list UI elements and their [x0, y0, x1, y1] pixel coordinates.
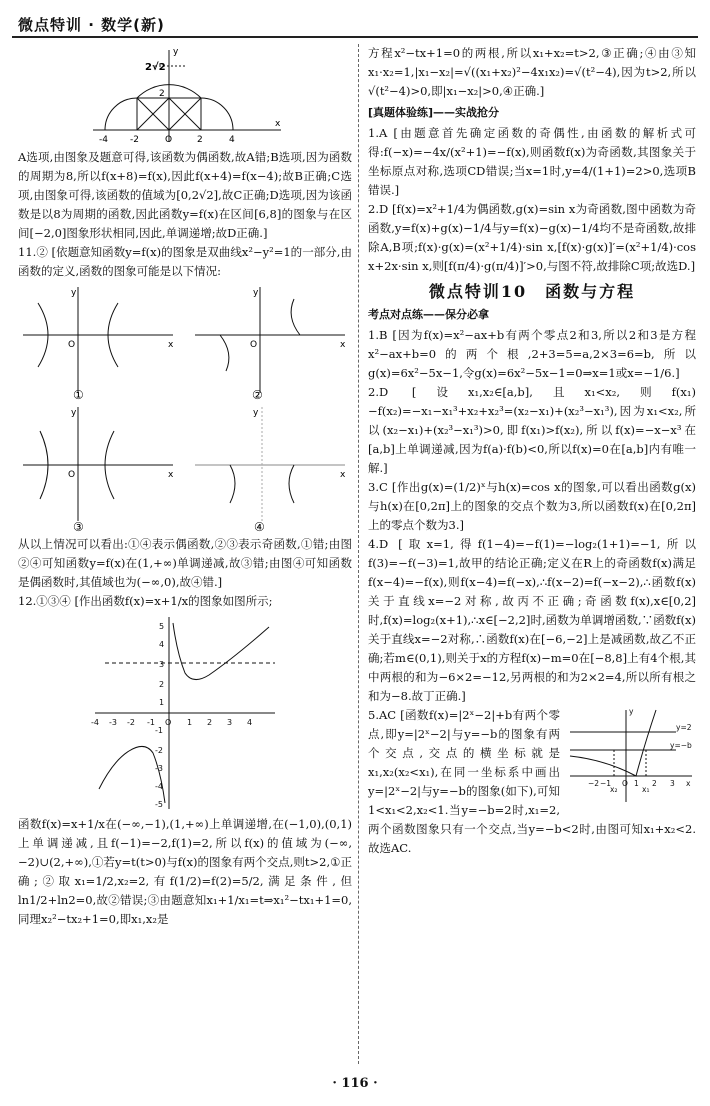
right-r7: 5.AC [函数f(x)=|2ˣ−2|+b有两个零点,即y=|2ˣ−2|与y=−b的图象有两个交点,交点的横坐标就是x₁,x₂(x₂<x₁),在同一坐标系中画出y=|2ˣ−2|与y=−b的图象(如下),可知1<x₁<2,x₂<1.当y=−b=2时,x₁=2,两个函数图象只有一个交点,当y=−b<2时,由图可知x₁+x₂<2.故选AC.: [368, 708, 696, 855]
fig5-x1: x₁: [642, 785, 650, 794]
semicircle-figure: [85, 46, 285, 146]
fig5-x: x: [686, 779, 691, 788]
fig12-x-1: 1: [187, 718, 193, 727]
right-cont: 方程x²−tx+1=0的两根,所以x₁+x₂=t>2,③正确;④由③知x₁·x₂=1,|x₁−x₂|=√((x₁+x₂)²−4x₁x₂)=√(t²−4),因为t>2,所以√(t²−4)>0,即|x₁−x₂|>0,④正确.]: [368, 46, 696, 98]
hyperbola-graphs: [18, 283, 352, 533]
section-zhenti: [真题体验练]——实战抢分: [368, 106, 500, 119]
q12-figure: [85, 613, 285, 813]
fig1-label-o: O: [165, 135, 173, 145]
fig5-neg1: −1: [600, 779, 612, 788]
fig5-y: y: [629, 707, 634, 716]
fig12-y-neg4: -4: [155, 782, 163, 791]
fig12-y-neg5: -5: [155, 800, 163, 809]
fig5-neg2: −2: [588, 779, 600, 788]
fig12-y-1: 1: [159, 698, 165, 707]
graph-2-o: O: [250, 340, 258, 350]
graph-1-y: y: [71, 288, 77, 298]
fig1-label-2sqrt2: 2√2: [145, 62, 166, 73]
graph-4: [190, 403, 350, 533]
left-q12-tail: 函数f(x)=x+1/x在(−∞,−1),(1,+∞)上单调递增,在(−1,0),(0,1)上单调递减,且f(−1)=−2,f(1)=2,所以f(x)的值域为(−∞,−2)∪(2,+∞),①若y=t(t>0)与f(x)的图象有两个交点,则t>2,①正确;②取x₁=1/2,x₂=2,有f(1/2)=f(2)=5/2,满足条件,但ln1/2+ln2=0,故②错误;③由题意知x₁+1/x₁=t⇒x₁²−tx₁+1=0,同理x₂²−tx₂+1=0,即x₁,x₂是: [18, 817, 352, 926]
header-title: 微点特训 · 数学(新): [18, 16, 165, 34]
graph-2-label: ②: [252, 388, 263, 402]
section-kaodian: 考点对点练——保分必拿: [368, 308, 489, 321]
graph-3-label: ③: [73, 520, 84, 533]
graph-1-o: O: [68, 340, 76, 350]
fig1-label-neg4: -4: [99, 135, 108, 145]
fig1-label-y: y: [173, 47, 179, 57]
right-column: [368, 44, 696, 858]
fig12-x-o: O: [165, 718, 172, 727]
fig12-x-neg2: -2: [127, 718, 135, 727]
q5-figure: [566, 706, 696, 806]
left-q11: 11.② [依题意知函数y=f(x)的图象是双曲线x²−y²=1的一部分,由函数的定义,函数的图象可能是以下情况:: [18, 245, 352, 278]
fig12-x-neg4: -4: [91, 718, 99, 727]
fig12-x-neg1: -1: [147, 718, 155, 727]
graph-4-y: y: [253, 408, 259, 418]
fig5-y2: y=2: [676, 723, 692, 732]
graph-1: [18, 283, 178, 403]
fig12-y-5: 5: [159, 622, 165, 631]
graph-3: [18, 403, 178, 533]
fig12-y-2: 2: [159, 680, 165, 689]
fig12-x-4: 4: [247, 718, 253, 727]
graph-1-x: x: [168, 340, 174, 350]
graph-2-y: y: [253, 288, 259, 298]
left-q12: 12.①③④ [作出函数f(x)=x+1/x的图象如图所示;: [18, 594, 273, 608]
fig12-x-3: 3: [227, 718, 233, 727]
fig12-y-neg1: -1: [155, 726, 163, 735]
graph-2-x: x: [340, 340, 346, 350]
right-r6: 4.D [取x=1,得f(1−4)=−f(1)=−log₂(1+1)=−1,所以f(3)=−f(−3)=1,故甲的结论正确;定义在R上的奇函数f(x)满足f(x−4)=−f(x),则f(x−4)=f(−x),∴f(x−2)=f(−x−2),∴函数f(x)关于直线x=−2对称,故丙不正确;奇函数f(x),x∈[0,2]时,f(x)=log₂(x+1),∴x∈[−2,2]时,函数为单调增函数,∵函数f(x)关于直线x=−2对称,∴函数f(x)在[−6,−2]上是减函数,故乙不正确;若m∈(0,1),则关于x的方程f(x)−m=0在[−8,8]上有4个根,其中两根的和为−6×2=−12,另两根的和为2×2=4,所以所有根之和为−8.故丁正确.]: [368, 537, 696, 703]
graph-3-o: O: [68, 470, 76, 480]
right-r2: 2.D [f(x)=x²+1/4为偶函数,g(x)=sin x为奇函数,图中函数为奇函数,y=f(x)+g(x)−1/4与y=f(x)−g(x)−1/4均不是奇函数,故排除A,B项;f(x)·g(x)=(x²+1/4)·sin x,[f(x)·g(x)]′=(x²+1/4)·cos x+2x·sin x,则[f(π/4)·g(π/4)]′>0,与图不符,故排除C项;故选D.]: [368, 202, 696, 273]
fig12-x-2: 2: [207, 718, 213, 727]
fig5-1: 1: [634, 779, 639, 788]
fig12-y-4: 4: [159, 640, 165, 649]
fig1-label-neg2: -2: [130, 135, 139, 145]
chapter-title: 微点特训10 函数与方程: [428, 282, 636, 301]
graph-1-label: ①: [73, 388, 84, 402]
fig1-label-pos4: 4: [229, 135, 235, 145]
left-q11-tail: 从以上情况可以看出:①④表示偶函数,②③表示奇函数,①错;由图②④可知函数y=f(x)在(1,+∞)单调递减,故③错;由图④可知函数是偶函数时,其值域也为(−∞,0),故④错.]: [18, 537, 352, 589]
fig5-x2: x₂: [610, 785, 618, 794]
fig5-ynegb: y=−b: [670, 741, 692, 750]
right-r3: 1.B [因为f(x)=x²−ax+b有两个零点2和3,所以2和3是方程x²−ax+b=0的两个根,2+3=5=a,2×3=6=b,所以g(x)=6x²−5x−1,令g(x)=6x²−5x−1=0⇒x=1或x=−1/6.]: [368, 328, 696, 380]
fig5-o: O: [622, 779, 628, 788]
fig12-y-neg2: -2: [155, 746, 163, 755]
graph-3-x: x: [168, 470, 174, 480]
fig5-3: 3: [670, 779, 675, 788]
page-header: [0, 0, 710, 40]
graph-3-y: y: [71, 408, 77, 418]
right-r5: 3.C [作出g(x)=(1/2)ˣ与h(x)=cos x的图象,可以看出函数g(x)与h(x)在[0,2π]上的图象的交点个数为3,所以函数f(x)在[0,2π]上的零点个数为3.]: [368, 480, 696, 532]
fig12-y-neg3: -3: [155, 764, 163, 773]
fig5-2: 2: [652, 779, 657, 788]
fig1-label-2: 2: [159, 89, 165, 99]
fig1-label-pos2: 2: [197, 135, 203, 145]
fig12-y-3: 3: [159, 660, 165, 669]
right-r1: 1.A [由题意首先确定函数的奇偶性,由函数的解析式可得:f(−x)=−4x/(x²+1)=−f(x),则函数f(x)为奇函数,其图象关于坐标原点对称,选项CD错误;当x=1时,y=4/(1+1)=2>0,选项B错误.]: [368, 126, 696, 197]
graph-2: [190, 283, 350, 403]
left-para-a: A选项,由图象及题意可得,该函数为偶函数,故A错;B选项,因为函数的周期为8,所以f(x+8)=f(x),因此f(x+4)=f(x−4);故B正确;C选项,由图象可得,该函数的值域为[0,2√2],故C正确;D选项,因为该函数是以8为周期的函数,因此函数y=f(x)在区间[6,8]的图象与在区间[−2,0]图象形状相同,因此,单调递增;故D正确.]: [18, 150, 352, 240]
right-r4: 2.D [设x₁,x₂∈[a,b],且x₁<x₂,则f(x₁)−f(x₂)=−x₁−x₁³+x₂+x₂³=(x₂−x₁)+(x₂³−x₁³),因为x₁<x₂,所以(x₂−x₁)+(x₂³−x₁³)>0,即f(x₁)>f(x₂),所以f(x)=−x−x³在[a,b]上单调递减,因为f(a)·f(b)<0,所以f(x)=0在[a,b]内有唯一解.]: [368, 385, 696, 475]
graph-4-x: x: [340, 470, 346, 480]
fig1-label-x: x: [275, 119, 281, 129]
page-number: · 116 ·: [332, 1076, 378, 1091]
left-column: [18, 44, 352, 929]
header-rule: [12, 36, 698, 38]
column-divider: [358, 44, 359, 1064]
fig12-x-neg3: -3: [109, 718, 117, 727]
graph-4-label: ④: [254, 520, 265, 533]
